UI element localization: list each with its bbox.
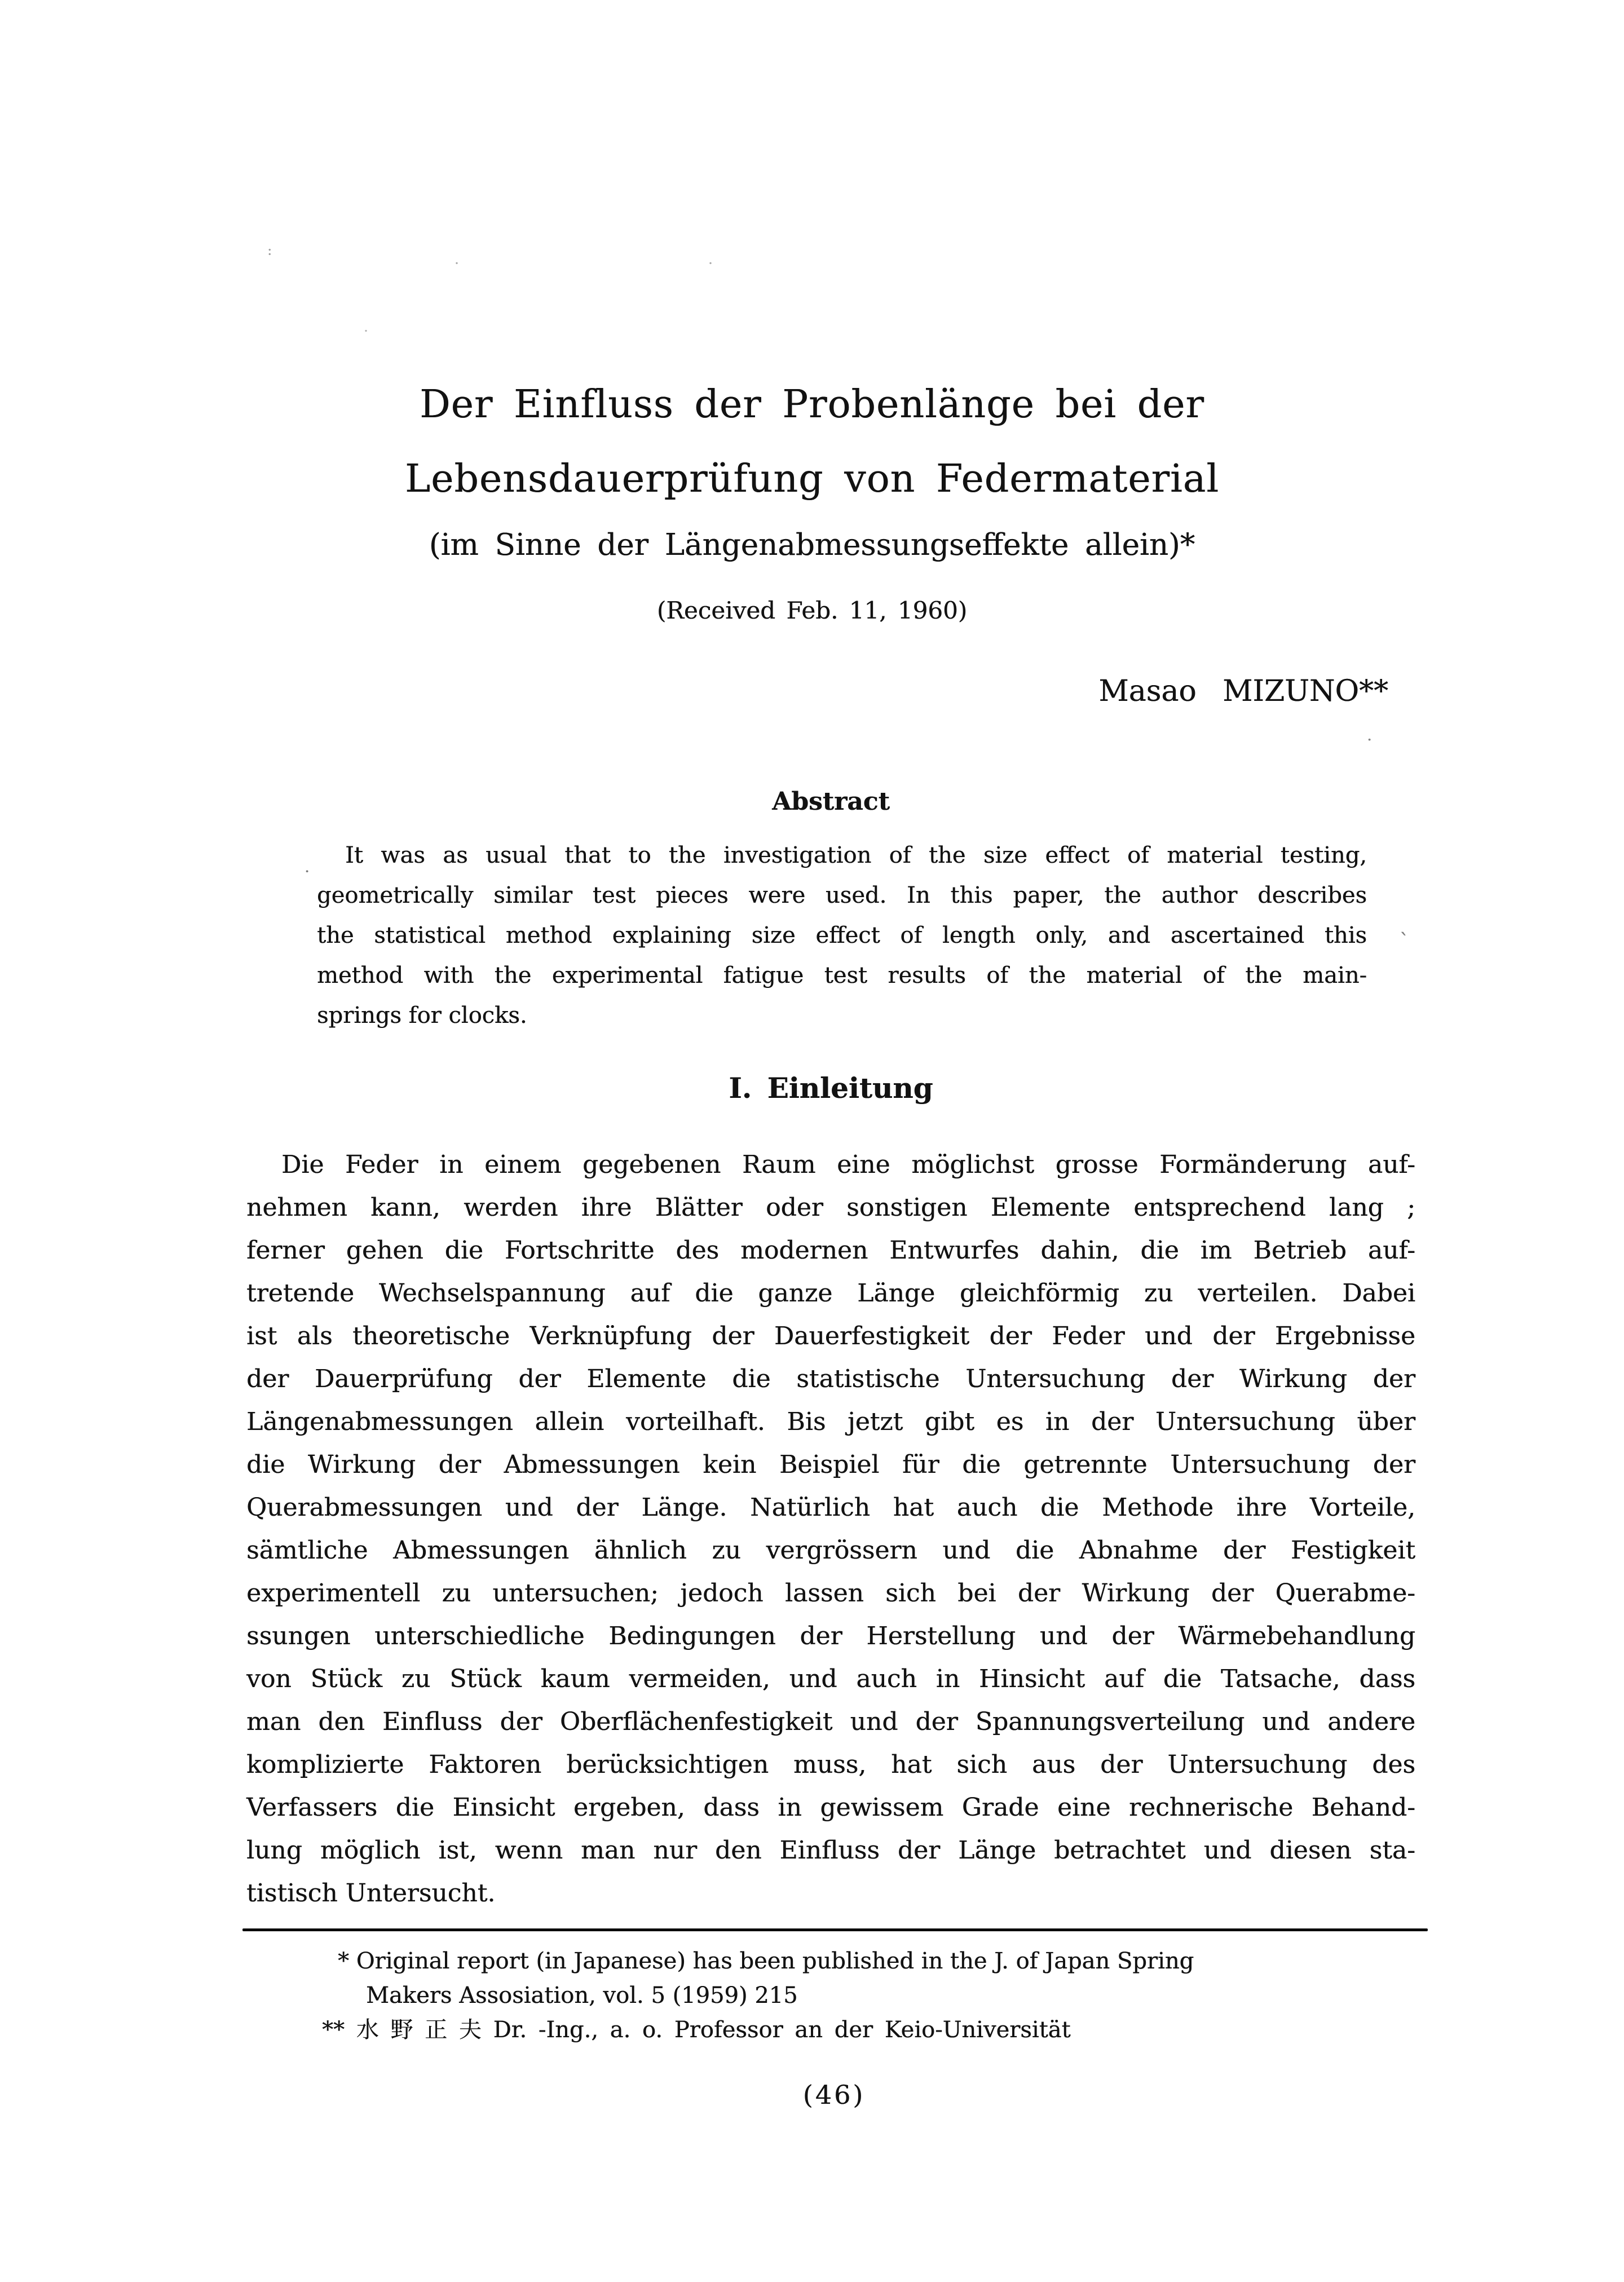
paper-subtitle: (im Sinne der Längenabmessungseffekte allein)* <box>429 528 1195 562</box>
scan-artifact: . <box>454 251 459 267</box>
received-date: (Received Feb. 11, 1960) <box>656 597 968 624</box>
scan-artifact: : <box>267 242 272 258</box>
body-line: der Dauerprüfung der Elemente die statistische Untersuchung der Wirkung der <box>246 1365 1415 1393</box>
body-line: lung möglich ist, wenn man nur den Einfluss der Länge betrachtet und diesen sta- <box>246 1836 1415 1865</box>
body-line: Längenabmessungen allein vorteilhaft. Bis jetzt gibt es in der Untersuchung über <box>246 1407 1415 1436</box>
footnote-line: ** 水 野 正 夫 Dr. -Ing., a. o. Professor an der Keio-Universität <box>322 2017 1071 2043</box>
abstract-line: the statistical method explaining size effect of length only, and ascertained this <box>317 922 1367 948</box>
scan-artifact: · <box>304 862 310 881</box>
body-line: ferner gehen die Fortschritte des modernen Entwurfes dahin, die im Betrieb auf- <box>246 1236 1415 1265</box>
abstract-line: geometrically similar test pieces were used. In this paper, the author describes <box>317 882 1367 908</box>
body-line: von Stück zu Stück kaum vermeiden, und auch in Hinsicht auf die Tatsache, dass <box>246 1665 1415 1693</box>
scan-artifact: . <box>364 319 368 335</box>
einleitung-paragraph <box>246 1144 1415 1915</box>
abstract-paragraph <box>317 836 1367 1036</box>
page-number: (46) <box>802 2080 866 2110</box>
scan-artifact: ` <box>1400 930 1409 952</box>
body-line: ist als theoretische Verknüpfung der Dauerfestigkeit der Feder und der Ergebnisse <box>246 1322 1415 1350</box>
section-heading-einleitung: I. Einleitung <box>729 1071 933 1105</box>
footnote-rule <box>242 1928 1428 1931</box>
scan-artifact: . <box>1367 726 1372 744</box>
body-line: Querabmessungen und der Länge. Natürlich hat auch die Methode ihre Vorteile, <box>246 1493 1415 1522</box>
body-line: man den Einfluss der Oberflächenfestigkeit und der Spannungsverteilung und andere <box>246 1707 1415 1736</box>
body-line: komplizierte Faktoren berücksichtigen muss, hat sich aus der Untersuchung des <box>246 1750 1415 1779</box>
footnote-line: Makers Assosiation, vol. 5 (1959) 215 <box>366 1983 798 2009</box>
abstract-line: method with the experimental fatigue test results of the material of the main- <box>317 963 1367 988</box>
footnotes-block <box>322 1944 1416 2047</box>
body-line: ssungen unterschiedliche Bedingungen der Herstellung und der Wärmebehandlung <box>246 1622 1415 1650</box>
body-line: Verfassers die Einsicht ergeben, dass in gewissem Grade eine rechnerische Behand- <box>246 1793 1415 1822</box>
body-line: tistisch Untersucht. <box>246 1879 496 1908</box>
body-line: Die Feder in einem gegebenen Raum eine möglichst grosse Formänderung auf- <box>281 1150 1415 1179</box>
footnote-line: * Original report (in Japanese) has been published in the J. of Japan Spring <box>338 1948 1194 1974</box>
abstract-line: springs for clocks. <box>317 1003 527 1029</box>
abstract-line: It was as usual that to the investigation of the size effect of material testing, <box>345 842 1367 868</box>
body-line: tretende Wechselspannung auf die ganze Länge gleichförmig zu verteilen. Dabei <box>246 1279 1415 1308</box>
scan-artifact: . <box>708 251 713 267</box>
body-line: nehmen kann, werden ihre Blätter oder sonstigen Elemente entsprechend lang ; <box>246 1193 1415 1222</box>
paper-title-line-2: Lebensdauerprüfung von Federmaterial <box>404 457 1220 501</box>
body-line: sämtliche Abmessungen ähnlich zu vergrössern und die Abnahme der Festigkeit <box>246 1536 1415 1565</box>
body-line: experimentell zu untersuchen; jedoch lassen sich bei der Wirkung der Querabme- <box>246 1579 1415 1608</box>
body-line: die Wirkung der Abmessungen kein Beispiel für die getrennte Untersuchung der <box>246 1450 1415 1479</box>
paper-title-line-1: Der Einfluss der Probenlänge bei der <box>420 382 1204 427</box>
author-name: Masao MIZUNO** <box>1098 674 1388 708</box>
title-block <box>0 368 1624 517</box>
abstract-heading: Abstract <box>772 787 890 816</box>
